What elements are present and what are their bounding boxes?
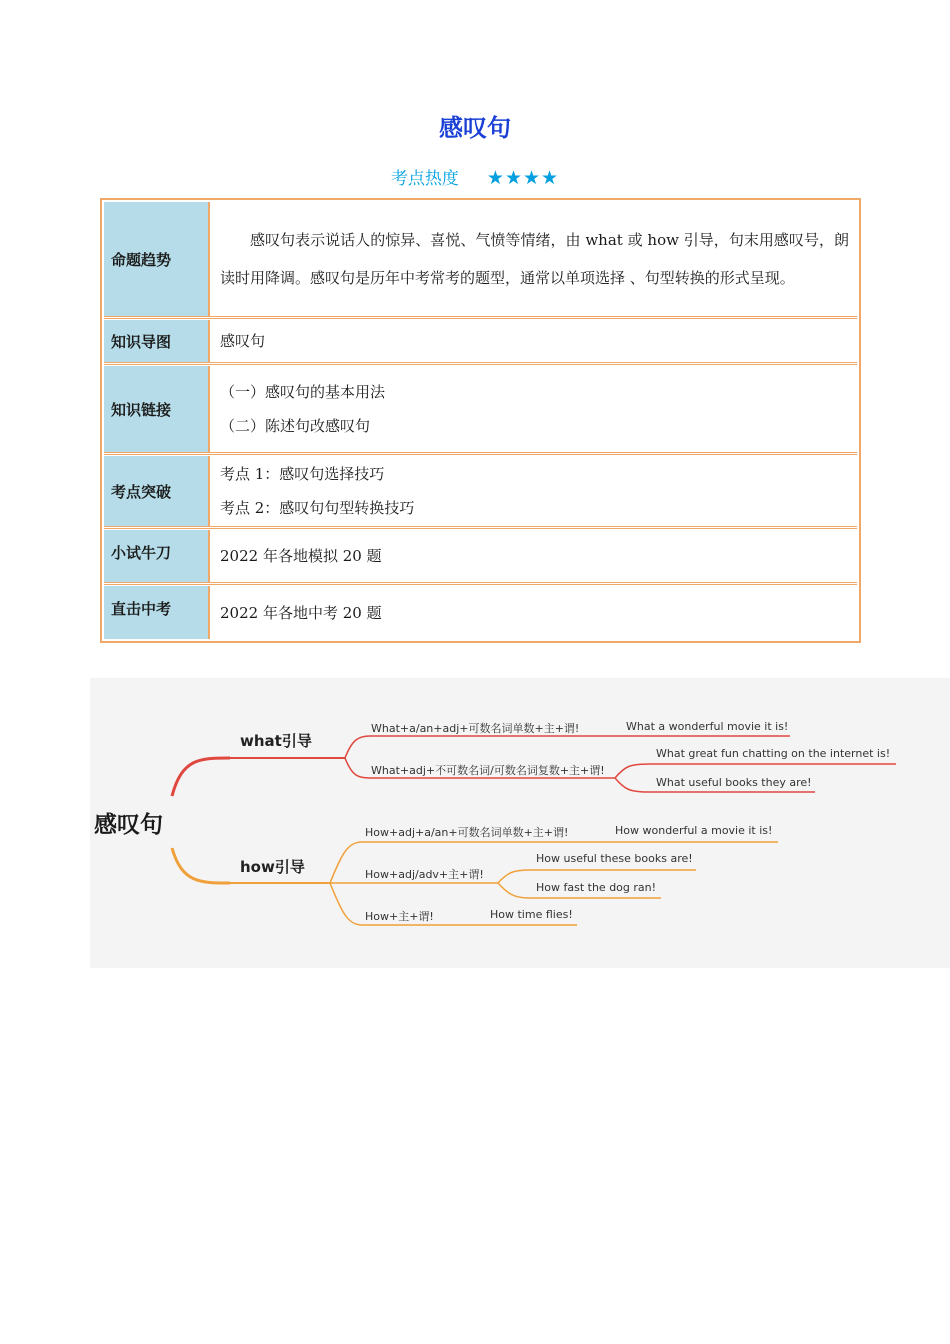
example-node: How useful these books are! bbox=[536, 852, 693, 865]
row-content: （二）陈述句改感叹句 bbox=[220, 417, 371, 435]
row-content: 2022 年各地模拟 20 题 bbox=[220, 547, 382, 565]
connector bbox=[330, 842, 362, 883]
row-divider bbox=[104, 316, 857, 319]
row-divider bbox=[104, 362, 857, 365]
row-divider bbox=[104, 582, 857, 585]
row-header: 知识链接 bbox=[104, 366, 210, 452]
table-row bbox=[104, 530, 857, 582]
example-node: What a wonderful movie it is! bbox=[626, 720, 789, 733]
row-header: 考点突破 bbox=[104, 456, 210, 526]
heat-label: 考点热度 bbox=[390, 169, 459, 189]
example-node: What great fun chatting on the internet is! bbox=[656, 747, 891, 760]
pattern-node: What+a/an+adj+可数名词单数+主+谓! bbox=[371, 722, 580, 735]
pattern-node: How+主+谓! bbox=[365, 910, 434, 923]
branch-line-how bbox=[172, 848, 230, 883]
connector bbox=[498, 883, 530, 898]
connector bbox=[615, 764, 650, 778]
star-rating-icon: ★★★★ bbox=[486, 167, 560, 189]
pattern-node: How+adj/adv+主+谓! bbox=[365, 868, 484, 881]
pattern-node: What+adj+不可数名词/可数名词复数+主+谓! bbox=[371, 764, 605, 777]
row-content: 考点 2：感叹句句型转换技巧 bbox=[220, 499, 415, 517]
row-divider bbox=[104, 452, 857, 455]
table-row bbox=[104, 586, 857, 639]
row-header: 知识导图 bbox=[104, 320, 210, 362]
row-header: 直击中考 bbox=[104, 586, 210, 639]
table-row bbox=[104, 320, 857, 362]
connector bbox=[498, 870, 530, 883]
connector bbox=[615, 778, 650, 792]
example-node: What useful books they are! bbox=[656, 776, 812, 789]
heat-rating bbox=[0, 164, 950, 189]
row-content: 感叹句表示说话人的惊异、喜悦、气愤等情绪，由 what 或 how 引导，句末用感叹号，朗读时用降调。感叹句是历年中考常考的题型，通常以单项选择 、句型转换的形式呈现。 bbox=[220, 231, 849, 287]
row-content: 考点 1：感叹句选择技巧 bbox=[220, 465, 385, 483]
pattern-node: How+adj+a/an+可数名词单数+主+谓! bbox=[365, 826, 569, 839]
table-row bbox=[104, 456, 857, 526]
table-row bbox=[104, 202, 857, 316]
mind-map-root: 感叹句 bbox=[94, 812, 163, 838]
connector bbox=[345, 758, 370, 778]
example-node: How wonderful a movie it is! bbox=[615, 824, 773, 837]
table-row bbox=[104, 366, 857, 452]
branch-line-what bbox=[172, 758, 230, 796]
row-header: 小试牛刀 bbox=[104, 530, 210, 582]
row-divider bbox=[104, 526, 857, 529]
page-title: 感叹句 bbox=[439, 114, 511, 142]
example-node: How fast the dog ran! bbox=[536, 881, 657, 894]
mind-map bbox=[90, 678, 950, 968]
branch-what: what引导 bbox=[240, 732, 312, 750]
connector bbox=[330, 883, 362, 925]
branch-how: how引导 bbox=[240, 858, 305, 876]
row-content: 感叹句 bbox=[220, 332, 266, 350]
example-node: How time flies! bbox=[490, 908, 573, 921]
row-header: 命题趋势 bbox=[104, 202, 210, 316]
row-content: 2022 年各地中考 20 题 bbox=[220, 603, 382, 622]
overview-table bbox=[100, 198, 861, 643]
connector bbox=[345, 736, 370, 758]
row-content: （一）感叹句的基本用法 bbox=[220, 383, 386, 401]
